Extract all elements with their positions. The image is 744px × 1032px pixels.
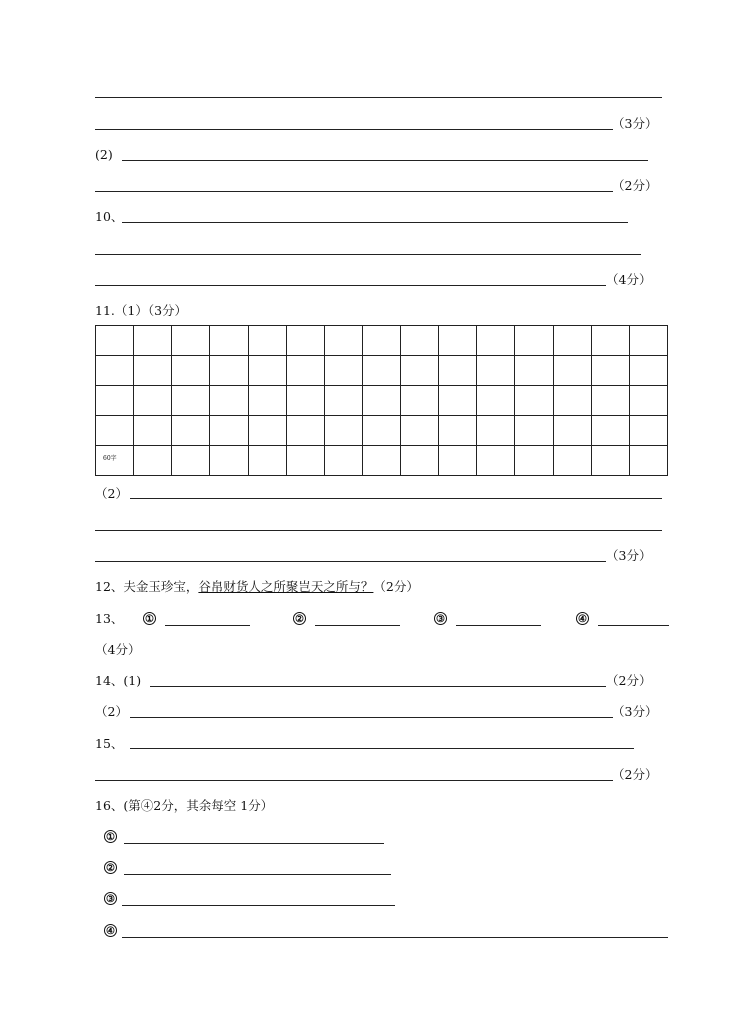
grid-cell[interactable]: [553, 446, 591, 476]
answer-line: [95, 97, 662, 98]
grid-cell[interactable]: [248, 446, 286, 476]
writing-grid: [95, 325, 668, 476]
circled-number: ①: [143, 612, 156, 625]
grid-cell[interactable]: [515, 386, 553, 416]
grid-word-count-note: 60字: [103, 455, 117, 462]
circled-number: ③: [104, 892, 117, 905]
grid-cell[interactable]: [362, 386, 400, 416]
answer-line: [456, 625, 541, 626]
answer-line: [130, 748, 634, 749]
grid-cell[interactable]: [286, 386, 324, 416]
grid-cell[interactable]: [324, 416, 362, 446]
grid-cell[interactable]: [591, 356, 629, 386]
circled-number: ③: [434, 612, 447, 625]
grid-cell[interactable]: [439, 416, 477, 446]
q13-item-1: [143, 611, 156, 625]
score-label: （4分）: [606, 272, 652, 287]
grid-cell[interactable]: [629, 326, 667, 356]
grid-cell[interactable]: [629, 446, 667, 476]
grid-cell[interactable]: [591, 326, 629, 356]
grid-cell[interactable]: [324, 356, 362, 386]
grid-cell[interactable]: [629, 416, 667, 446]
grid-row: [96, 416, 668, 446]
answer-line: [122, 937, 668, 938]
grid-cell[interactable]: [439, 446, 477, 476]
grid-cell[interactable]: [401, 386, 439, 416]
answer-line: [122, 222, 628, 223]
grid-cell[interactable]: [477, 446, 515, 476]
grid-cell[interactable]: [477, 356, 515, 386]
score-label: （2分）: [612, 767, 658, 782]
question-14-label: 14、(1): [95, 673, 142, 688]
question-15-label: 15、: [95, 736, 124, 751]
circled-number: ②: [104, 861, 117, 874]
grid-cell[interactable]: [134, 446, 172, 476]
grid-row: [96, 446, 668, 476]
answer-line: [95, 191, 613, 192]
grid-cell[interactable]: [172, 416, 210, 446]
question-13-label: 13、: [95, 611, 124, 626]
grid-cell[interactable]: [96, 326, 134, 356]
circled-number: ④: [576, 612, 589, 625]
q16-item-4: [104, 923, 117, 937]
grid-cell[interactable]: [96, 446, 134, 476]
grid-cell[interactable]: [401, 446, 439, 476]
answer-line: [150, 686, 606, 687]
grid-cell[interactable]: [134, 356, 172, 386]
answer-line: [122, 905, 395, 906]
answer-line: [95, 254, 641, 255]
grid-cell[interactable]: [362, 446, 400, 476]
grid-cell[interactable]: [96, 356, 134, 386]
answer-line: [124, 874, 391, 875]
grid-cell[interactable]: [286, 446, 324, 476]
q13-item-2: [293, 611, 306, 625]
answer-line: [122, 160, 648, 161]
grid-cell[interactable]: [591, 446, 629, 476]
grid-cell[interactable]: [477, 416, 515, 446]
grid-cell[interactable]: [248, 386, 286, 416]
grid-cell[interactable]: [439, 356, 477, 386]
answer-line: [130, 498, 662, 499]
score-label: （3分）: [612, 704, 658, 719]
grid-cell[interactable]: [515, 446, 553, 476]
score-label: （3分）: [612, 116, 658, 131]
answer-line: [95, 530, 662, 531]
answer-line: [130, 717, 613, 718]
circled-number: ④: [104, 924, 117, 937]
grid-cell[interactable]: [401, 416, 439, 446]
grid-cell[interactable]: [134, 326, 172, 356]
score-label: （2分）: [612, 178, 658, 193]
q13-item-4: [576, 611, 589, 625]
grid-cell[interactable]: [362, 356, 400, 386]
grid-cell[interactable]: [553, 326, 591, 356]
grid-cell[interactable]: [172, 326, 210, 356]
q13-item-3: [434, 611, 447, 625]
grid-cell[interactable]: [324, 446, 362, 476]
question-label: （2）: [95, 486, 128, 501]
q16-item-3: [104, 891, 117, 905]
grid-cell[interactable]: [401, 356, 439, 386]
question-16-label: 16、(第④2分，其余每空 1分）: [95, 798, 274, 813]
circled-number: ②: [293, 612, 306, 625]
answer-line: [95, 285, 606, 286]
grid-cell[interactable]: [362, 416, 400, 446]
grid-cell[interactable]: [210, 416, 248, 446]
grid-cell[interactable]: [324, 326, 362, 356]
q16-item-1: [104, 829, 117, 843]
grid-cell[interactable]: [553, 386, 591, 416]
answer-line: [95, 780, 613, 781]
answer-line: [124, 843, 384, 844]
grid-cell[interactable]: [477, 386, 515, 416]
grid-cell[interactable]: [439, 326, 477, 356]
grid-cell[interactable]: [286, 326, 324, 356]
question-12-underlined: 谷帛财货人之所聚岂天之所与？: [198, 579, 374, 594]
score-label: （2分）: [606, 673, 652, 688]
q16-item-2: [104, 860, 117, 874]
question-12: [95, 580, 419, 594]
score-label: （2分）: [373, 579, 419, 594]
grid-cell[interactable]: [401, 326, 439, 356]
grid-cell[interactable]: [172, 386, 210, 416]
grid-cell[interactable]: [553, 416, 591, 446]
grid-cell[interactable]: [248, 356, 286, 386]
grid-cell[interactable]: [248, 416, 286, 446]
answer-line: [598, 625, 669, 626]
grid-cell[interactable]: [172, 446, 210, 476]
grid-cell[interactable]: [96, 416, 134, 446]
grid-cell[interactable]: [96, 386, 134, 416]
grid-cell[interactable]: [629, 356, 667, 386]
grid-cell[interactable]: [172, 356, 210, 386]
grid-cell[interactable]: [553, 356, 591, 386]
grid-cell[interactable]: [248, 326, 286, 356]
grid-cell[interactable]: [324, 386, 362, 416]
answer-line: [315, 625, 400, 626]
score-label: （4分）: [95, 642, 141, 657]
question-label: (2): [95, 147, 113, 162]
grid-cell[interactable]: [210, 386, 248, 416]
grid-cell[interactable]: [515, 356, 553, 386]
grid-cell[interactable]: [515, 416, 553, 446]
grid-cell[interactable]: [286, 356, 324, 386]
grid-cell[interactable]: [591, 416, 629, 446]
answer-line: [165, 625, 250, 626]
grid-cell[interactable]: [477, 326, 515, 356]
grid-cell[interactable]: [134, 386, 172, 416]
grid-cell[interactable]: [515, 326, 553, 356]
question-11-label: 11.（1）（3分）: [95, 303, 188, 318]
question-12-prefix: 12、夫金玉珍宝，: [95, 579, 199, 594]
question-label: （2）: [95, 704, 128, 719]
question-10-label: 10、: [95, 209, 124, 224]
grid-cell[interactable]: [210, 356, 248, 386]
score-label: （3分）: [606, 548, 652, 563]
answer-line: [95, 129, 613, 130]
answer-line: [95, 561, 606, 562]
grid-cell[interactable]: [629, 386, 667, 416]
grid-cell[interactable]: [286, 416, 324, 446]
grid-row: [96, 386, 668, 416]
grid-cell[interactable]: [362, 326, 400, 356]
grid-cell[interactable]: [210, 446, 248, 476]
circled-number: ①: [104, 830, 117, 843]
grid-cell[interactable]: [439, 386, 477, 416]
grid-row: [96, 326, 668, 356]
grid-cell[interactable]: [134, 416, 172, 446]
grid-cell[interactable]: [591, 386, 629, 416]
grid-row: [96, 356, 668, 386]
grid-cell[interactable]: [210, 326, 248, 356]
